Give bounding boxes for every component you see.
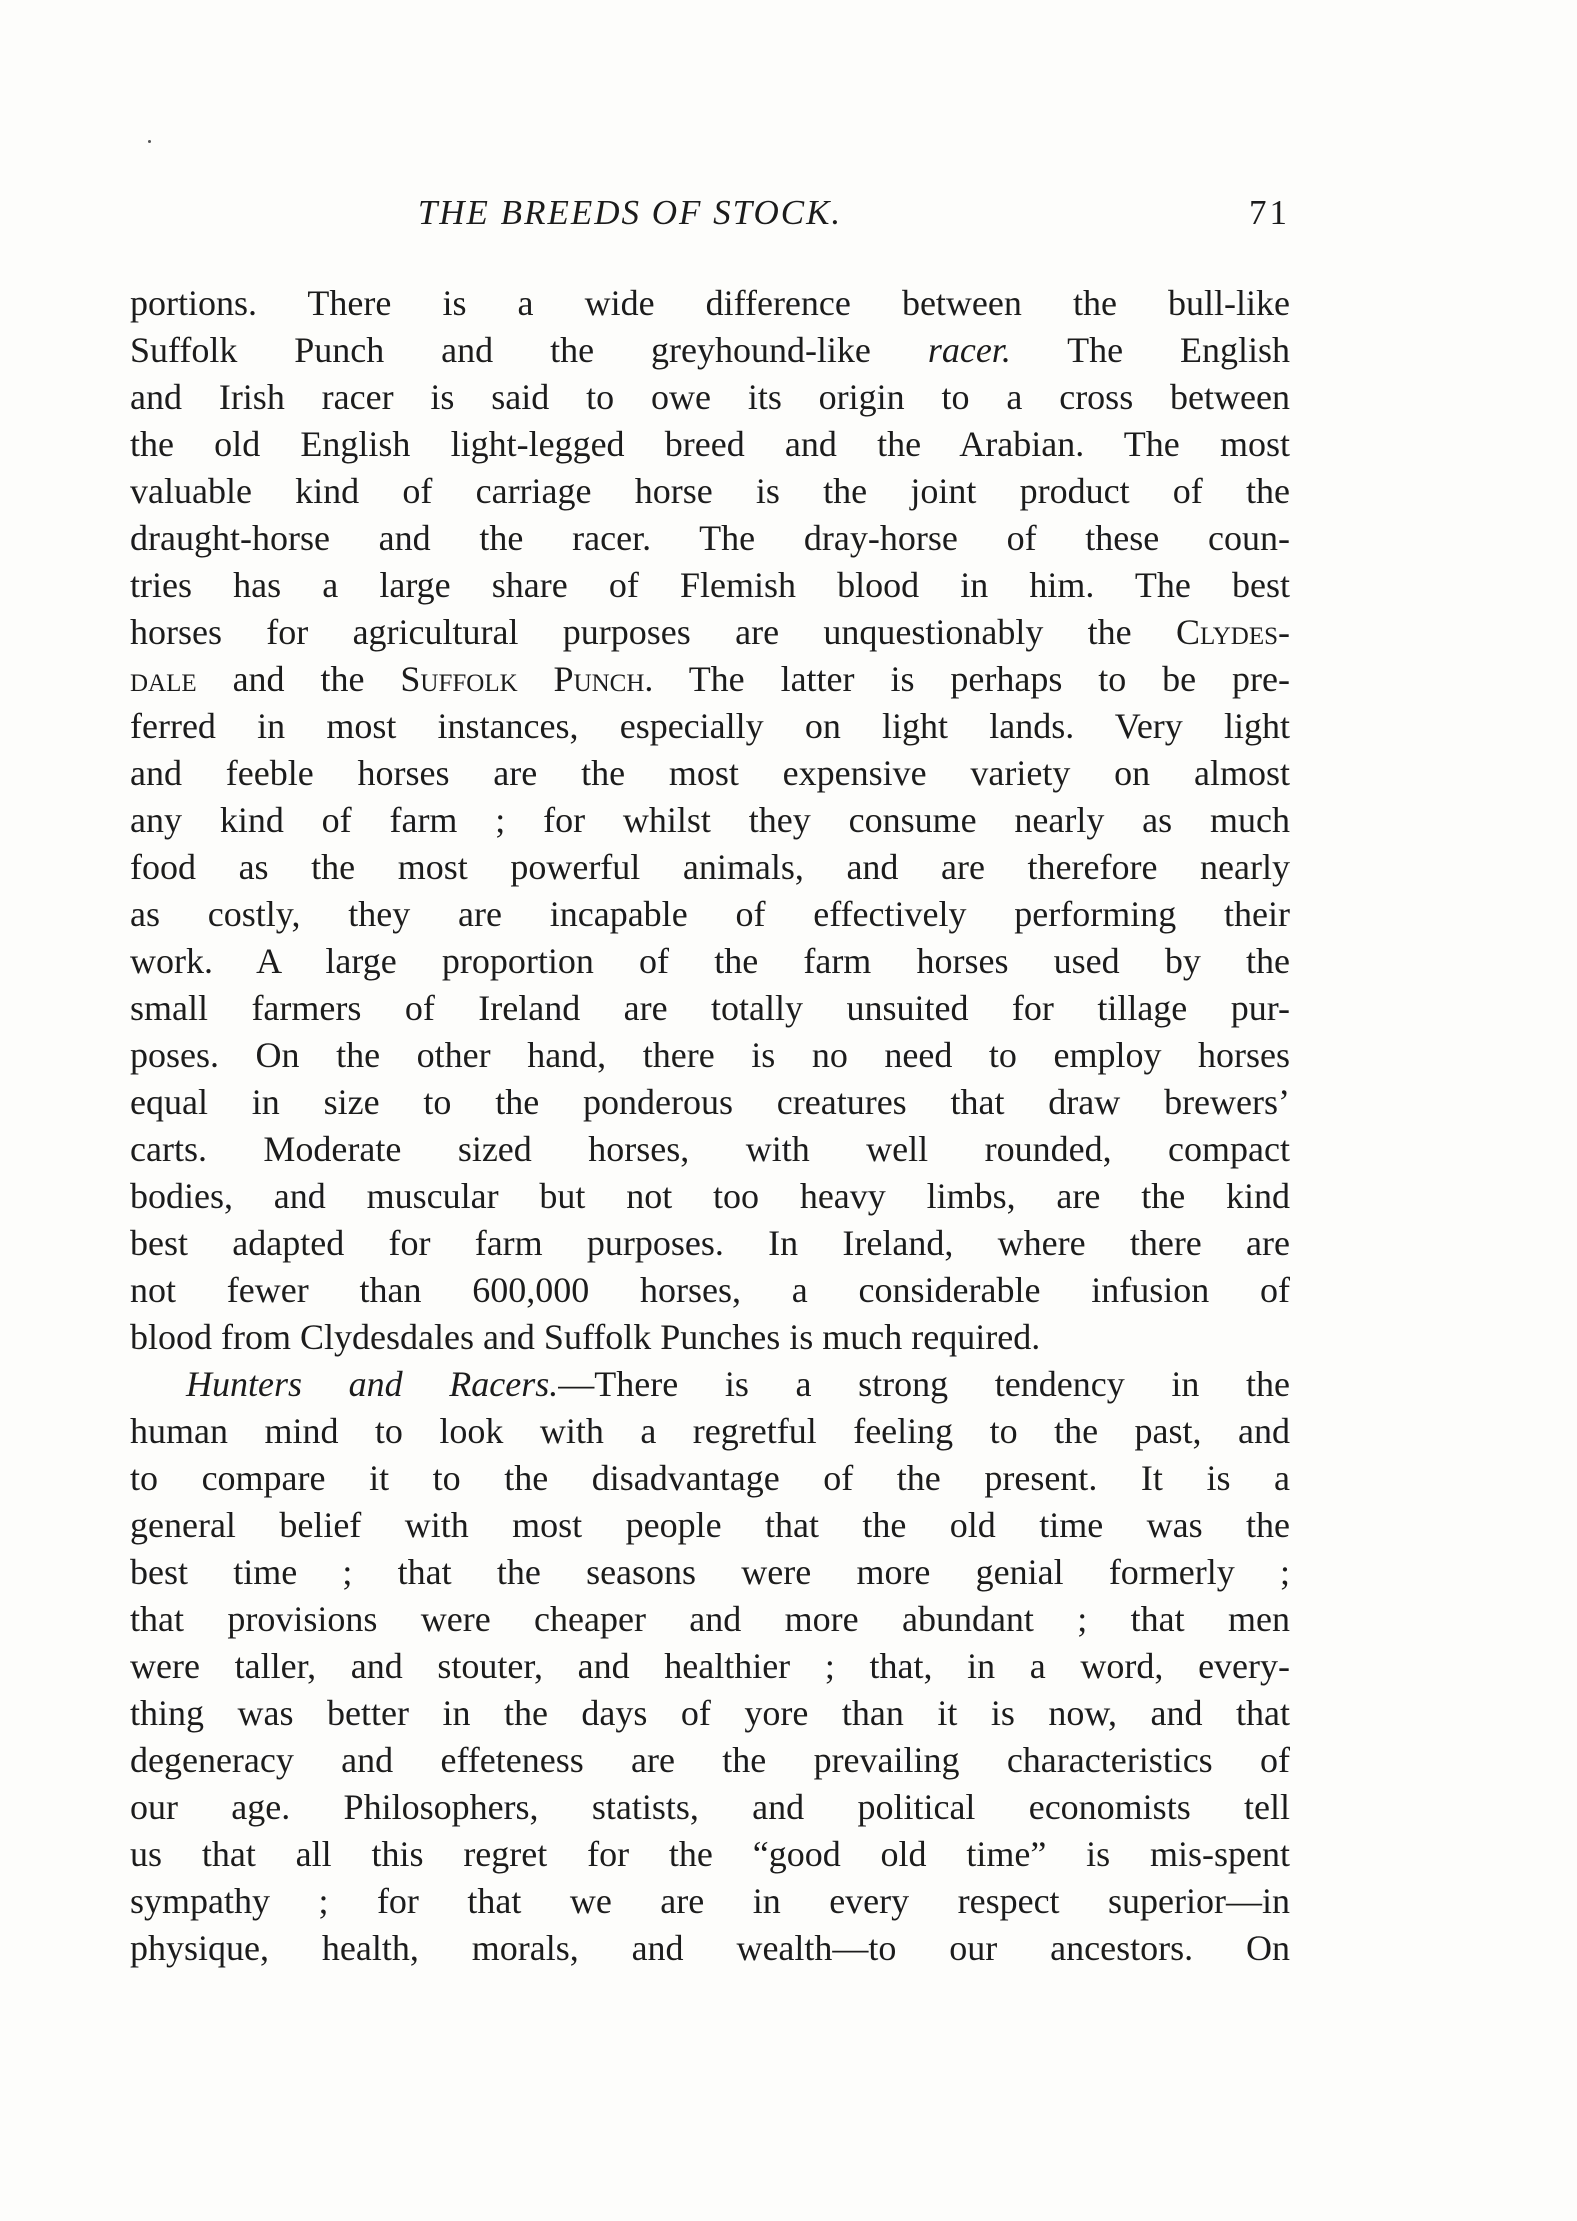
text-line [130, 609, 1290, 656]
text-segment: any kind of farm ; for whilst they consume nearly as much [130, 800, 1290, 840]
text-segment: and Irish racer is said to owe its origin to a cross between [130, 377, 1290, 417]
text-segment: blood from Clydesdales and Suffolk Punches is much required. [130, 1317, 1041, 1357]
small-caps-text: Suffolk Punch. [400, 659, 654, 699]
text-line [130, 797, 1290, 844]
running-title: THE BREEDS OF STOCK. [417, 193, 843, 232]
text-segment: general belief with most people that the old time was the [130, 1505, 1290, 1545]
small-caps-text: Clydes- [1175, 612, 1290, 652]
text-segment: The latter is perhaps to be pre- [653, 659, 1291, 699]
text-line [130, 1079, 1290, 1126]
text-segment: work. A large proportion of the farm horses used by the [130, 941, 1290, 981]
text-line [130, 891, 1290, 938]
text-segment: the old English light-legged breed and the Arabian. The most [130, 424, 1290, 464]
text-line [130, 1502, 1290, 1549]
text-segment: poses. On the other hand, there is no need to employ horses [130, 1035, 1290, 1075]
text-line [130, 1596, 1290, 1643]
text-segment: us that all this regret for the “good old time” is mis-spent [130, 1834, 1290, 1874]
text-line [130, 1690, 1290, 1737]
text-segment: The English [1010, 330, 1291, 370]
text-line [130, 1032, 1290, 1079]
text-segment: sympathy ; for that we are in every respect superior—in [130, 1881, 1290, 1921]
text-line [130, 280, 1290, 327]
text-line [130, 1455, 1290, 1502]
text-segment: were taller, and stouter, and healthier ; that, in a word, every- [130, 1646, 1290, 1686]
text-line [130, 1643, 1290, 1690]
text-line [130, 1737, 1290, 1784]
text-segment: to compare it to the disadvantage of the present. It is a [130, 1458, 1290, 1498]
page-number: 71 [1249, 193, 1290, 232]
small-caps-text: dale [130, 659, 197, 699]
text-line [130, 1126, 1290, 1173]
text-line [130, 421, 1290, 468]
text-segment: food as the most powerful animals, and are therefore nearly [130, 847, 1290, 887]
text-line [130, 1549, 1290, 1596]
text-line [130, 844, 1290, 891]
text-segment: and feeble horses are the most expensive variety on almost [130, 753, 1290, 793]
text-segment: horses for agricultural purposes are unquestionably the [130, 612, 1176, 652]
text-segment: best adapted for farm purposes. In Ireland, where there are [130, 1223, 1290, 1263]
text-line [130, 468, 1290, 515]
text-segment: ferred in most instances, especially on light lands. Very light [130, 706, 1290, 746]
ink-speck [148, 140, 151, 143]
text-segment: tries has a large share of Flemish blood in him. The best [130, 565, 1290, 605]
text-segment: bodies, and muscular but not too heavy limbs, are the kind [130, 1176, 1290, 1216]
text-line [130, 1925, 1290, 1972]
italic-text: racer. [927, 330, 1011, 370]
text-line [130, 1267, 1290, 1314]
running-head [130, 188, 1290, 238]
text-line [130, 1784, 1290, 1831]
text-segment: that provisions were cheaper and more abundant ; that men [130, 1599, 1290, 1639]
text-line [130, 515, 1290, 562]
text-line [130, 1878, 1290, 1925]
text-line [130, 750, 1290, 797]
text-line [130, 703, 1290, 750]
text-segment: degeneracy and effeteness are the prevailing characteristics of [130, 1740, 1290, 1780]
text-line [130, 656, 1290, 703]
text-line [130, 1314, 1290, 1361]
text-line [130, 1173, 1290, 1220]
text-line [130, 1220, 1290, 1267]
text-segment: —There is a strong tendency in the [558, 1364, 1290, 1404]
text-segment: our age. Philosophers, statists, and political economists tell [130, 1787, 1290, 1827]
text-segment: draught-horse and the racer. The dray-horse of these coun- [130, 518, 1290, 558]
text-line [130, 985, 1290, 1032]
text-segment: best time ; that the seasons were more genial formerly ; [130, 1552, 1290, 1592]
text-segment: as costly, they are incapable of effectively performing their [130, 894, 1290, 934]
text-segment: valuable kind of carriage horse is the joint product of the [130, 471, 1290, 511]
body-text [130, 280, 1290, 1972]
text-segment: thing was better in the days of yore than it is now, and that [130, 1693, 1290, 1733]
text-segment: and the [196, 659, 401, 699]
text-line [130, 562, 1290, 609]
text-line [130, 327, 1290, 374]
italic-text: Hunters and Racers. [186, 1364, 559, 1404]
text-segment: not fewer than 600,000 horses, a considerable infusion of [130, 1270, 1290, 1310]
text-line [130, 938, 1290, 985]
text-segment: portions. There is a wide difference between the bull-like [130, 283, 1290, 323]
text-segment: small farmers of Ireland are totally unsuited for tillage pur- [130, 988, 1290, 1028]
text-segment: equal in size to the ponderous creatures that draw brewers’ [130, 1082, 1290, 1122]
text-line [130, 1408, 1290, 1455]
text-line [130, 1361, 1290, 1408]
text-line [130, 374, 1290, 421]
text-segment: physique, health, morals, and wealth—to our ancestors. On [130, 1928, 1290, 1968]
text-segment: Suffolk Punch and the greyhound-like [130, 330, 928, 370]
text-line [130, 1831, 1290, 1878]
text-segment: human mind to look with a regretful feeling to the past, and [130, 1411, 1290, 1451]
text-segment: carts. Moderate sized horses, with well rounded, compact [130, 1129, 1290, 1169]
